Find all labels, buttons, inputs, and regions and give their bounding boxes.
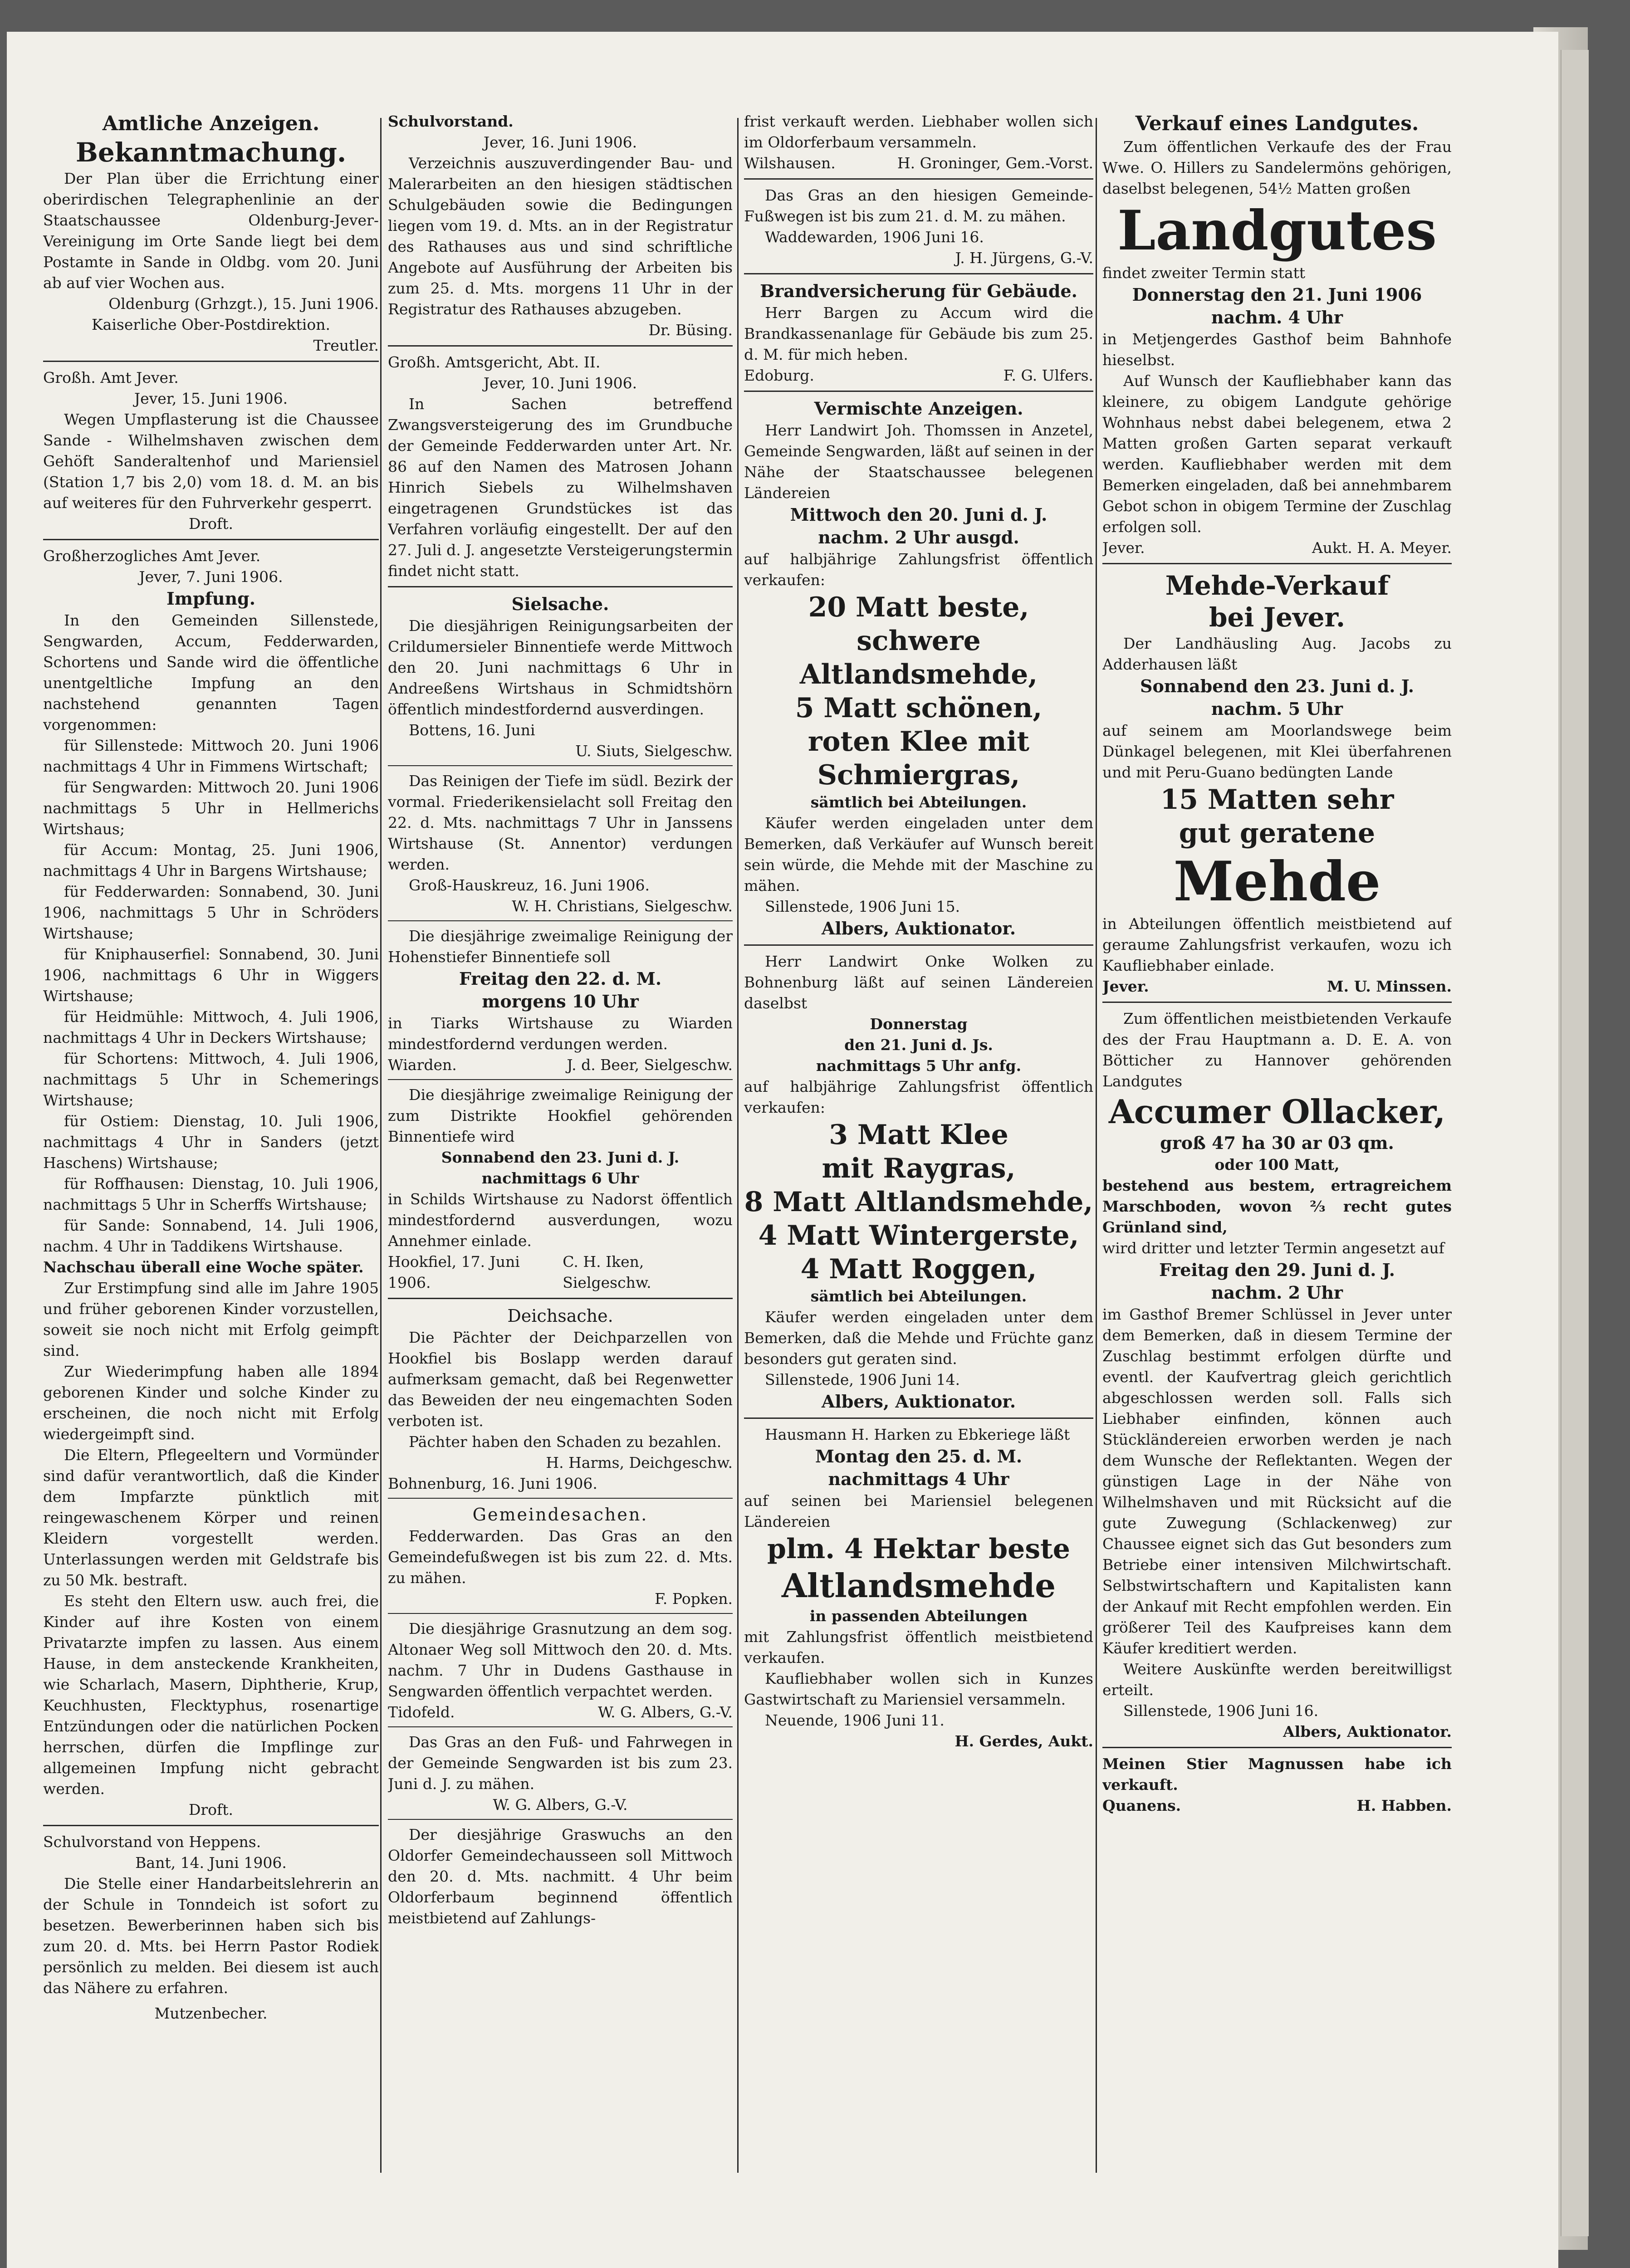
notice-place: Oldenburg (Grhzgt.), 15. Juni 1906. bbox=[108, 295, 379, 313]
notice-text: Herr Landwirt Joh. Thomssen in Anzetel, Gemeinde Sengwarden, läßt auf seinen in der Nähe der Staatschaussee belegenen Ländereien bbox=[744, 421, 1093, 502]
notice-text: Hausmann H. Harken zu Ebkeriege läßt bbox=[765, 1426, 1070, 1443]
notice-date-emphasis: Sonnabend den 23. Juni d. J. bbox=[441, 1149, 680, 1166]
notice-text: Zum öffentlichen meistbietenden Verkaufe des der Frau Hauptmann a. D. E. A. von Bötticher zu Hannover gehörenden Landgutes bbox=[1102, 1010, 1452, 1090]
notice-text: in Schilds Wirtshause zu Nadorst öffentlich mindestfordernd ausverdungen, wozu Annehmer einlade. bbox=[388, 1190, 733, 1250]
notice-text: frist verkauft werden. Liebhaber wollen sich im Oldorferbaum versammeln. bbox=[744, 112, 1093, 151]
notice-text: Zur Wiederimpfung haben alle 1894 geborenen Kinder und solche Kinder zu erscheinen, die noch nicht mit Erfolg wiedergeimpft sind. bbox=[43, 1363, 379, 1443]
column-rule bbox=[380, 118, 382, 2173]
notice-footer bbox=[388, 1702, 733, 1723]
notice-text: Auf Wunsch der Kaufliebhaber kann das kleinere, zu obigem Landgute gehörige Wohnhaus nebst dabei belegenem, etwa 2 Matten großen Garten separat verkauft werden. Kaufliebhaber werden mit dem Bemerken eingeladen, daß bei annehmbarem Gebot schon in obigem Termine der Zuschlag erfolgen soll. bbox=[1102, 372, 1452, 536]
notice-signature: M. U. Minssen. bbox=[1327, 978, 1452, 995]
list-item: für Roffhausen: Dienstag, 10. Juli 1906, nachmittags 5 Uhr in Scherffs Wirtshause; bbox=[43, 1175, 379, 1213]
notice-text: Das Gras an den Fuß- und Fahrwegen in der Gemeinde Sengwarden ist bis zum 23. Juni d. J. zu mähen. bbox=[388, 1733, 733, 1793]
notice-signature: Albers, Auktionator. bbox=[1283, 1723, 1452, 1740]
estate-description: bestehend aus bestem, ertragreichem Marschboden, wovon ⅔ recht gutes Grünland sind, bbox=[1102, 1177, 1452, 1236]
notice-footer bbox=[388, 1251, 733, 1293]
notice-signature: Treutler. bbox=[313, 337, 379, 354]
notice-text: Die diesjährige zweimalige Reinigung der Hohenstiefer Binnentiefe soll bbox=[388, 927, 733, 966]
notice-text: Käufer werden eingeladen unter dem Bemerken, daß die Mehde und Früchte ganz besonders gut geraten sind. bbox=[744, 1308, 1093, 1368]
column-1 bbox=[43, 111, 379, 2216]
notice-time-emphasis: nachm. 2 Uhr ausgd. bbox=[818, 527, 1019, 547]
divider bbox=[388, 1079, 733, 1080]
notice-date: Bant, 14. Juni 1906. bbox=[135, 1854, 287, 1872]
notice-date: Jever, 16. Juni 1906. bbox=[483, 133, 637, 151]
notice-time-emphasis: morgens 10 Uhr bbox=[482, 991, 639, 1012]
lot-line: Mehde bbox=[1173, 850, 1381, 914]
notice-text: auf seinen bei Mariensiel belegenen Ländereien bbox=[744, 1492, 1093, 1530]
notice-office: Großherzogliches Amt Jever. bbox=[43, 547, 261, 565]
notice-date-emphasis: Mittwoch den 20. Juni d. J. bbox=[790, 504, 1048, 525]
list-item: für Sillenstede: Mittwoch 20. Juni 1906 nachmittags 4 Uhr in Fimmens Wirtschaft; bbox=[43, 737, 379, 775]
notice-big-title: Accumer Ollacker, bbox=[1108, 1092, 1446, 1131]
notice-text: Der Plan über die Errichtung einer oberirdischen Telegraphenlinie an der Staatschaussee Oldenburg-Jever-Vereinigung im Orte Sande liegt bei dem Postamte in Sande in Oldbg. vom 20. Juni ab auf vier Wochen aus. bbox=[43, 170, 379, 292]
estate-size: groß 47 ha 30 ar 03 qm. bbox=[1160, 1133, 1394, 1153]
notice-signature: Droft. bbox=[188, 1801, 234, 1818]
notice-date: Jever, 7. Juni 1906. bbox=[139, 568, 283, 586]
divider bbox=[744, 1418, 1093, 1419]
notice-signature: J. d. Beer, Sielgeschw. bbox=[567, 1056, 733, 1074]
divider bbox=[43, 1825, 379, 1826]
notice-date-emphasis: den 21. Juni d. Js. bbox=[844, 1036, 993, 1054]
notice-signature: W. H. Christians, Sielgeschw. bbox=[512, 897, 733, 915]
notice-text: Die Stelle einer Handarbeitslehrerin an der Schule in Tonndeich ist sofort zu besetzen. Bewerberinnen haben sich bis zum 20. d. Mts. bei Herrn Pastor Rodiek persönlich zu melden. Bei diesem ist auch das Nähere zu erfahren. bbox=[43, 1875, 379, 1997]
divider bbox=[388, 1819, 733, 1820]
section-heading: Vermischte Anzeigen. bbox=[814, 398, 1023, 419]
notice-title: Sielsache. bbox=[511, 594, 609, 614]
lot-note: sämtlich bei Abteilungen. bbox=[810, 793, 1027, 811]
lot-line: 5 Matt schönen, bbox=[795, 692, 1043, 724]
notice-date-emphasis: Montag den 25. d. M. bbox=[815, 1446, 1023, 1466]
notice-place: Wilshausen. bbox=[744, 154, 836, 172]
notice-place: Jever. bbox=[1102, 978, 1149, 995]
notice-place: Sillenstede, 1906 Juni 16. bbox=[1123, 1702, 1319, 1720]
notice-place: Hookfiel, 17. Juni 1906. bbox=[388, 1253, 520, 1291]
notice-text: auf halbjährige Zahlungsfrist öffentlich verkaufen: bbox=[744, 550, 1093, 589]
notice-date-emphasis: Donnerstag den 21. Juni 1906 bbox=[1132, 284, 1422, 305]
column-4 bbox=[1102, 111, 1452, 2216]
notice-text: Die diesjährige zweimalige Reinigung der zum Distrikte Hookfiel gehörenden Binnentiefe wird bbox=[388, 1086, 733, 1145]
divider bbox=[744, 391, 1093, 392]
list-item: für Sande: Sonnabend, 14. Juli 1906, nachm. 4 Uhr in Taddikens Wirtshause. bbox=[43, 1217, 379, 1255]
notice-place: Jever. bbox=[1102, 539, 1145, 557]
notice-place: Sillenstede, 1906 Juni 14. bbox=[765, 1371, 960, 1388]
lot-line: Schmiergras, bbox=[817, 759, 1020, 791]
notice-signature: H. Groninger, Gem.-Vorst. bbox=[897, 154, 1093, 172]
notice-place: Bohnenburg, 16. Juni 1906. bbox=[388, 1475, 597, 1492]
lot-line: 4 Matt Roggen, bbox=[800, 1253, 1037, 1285]
notice-place: Neuende, 1906 Juni 11. bbox=[765, 1711, 945, 1729]
notice-title: Gemeindesachen. bbox=[472, 1505, 648, 1525]
notice-title: Verkauf eines Landgutes. bbox=[1135, 112, 1419, 135]
notice-office: Kaiserliche Ober-Postdirektion. bbox=[92, 316, 330, 333]
notice-text: Die Eltern, Pflegeeltern und Vormünder sind dafür verantwortlich, daß die Kinder dem Impfarzte pünktlich mit reingewaschenem Körper und reinen Kleidern vorgestellt werden. Unterlassungen werden mit Geldstrafe bis zu 50 Mk. bestraft. bbox=[43, 1446, 379, 1589]
notice-date: Jever, 15. Juni 1906. bbox=[134, 390, 288, 407]
notice-place: Tidofeld. bbox=[388, 1703, 455, 1721]
notice-title: Bekanntmachung. bbox=[75, 137, 347, 168]
notice-title: Deichsache. bbox=[507, 1306, 613, 1326]
divider bbox=[1102, 1747, 1452, 1748]
notice-date-emphasis: Freitag den 29. Juni d. J. bbox=[1159, 1260, 1395, 1280]
notice-signature: Albers, Auktionator. bbox=[821, 918, 1016, 938]
notice-text: wird dritter und letzter Termin angesetzt auf bbox=[1102, 1239, 1444, 1257]
notice-time-emphasis: nachmittags 5 Uhr anfg. bbox=[816, 1057, 1022, 1075]
notice-date: Jever, 10. Juni 1906. bbox=[483, 374, 637, 392]
notice-text: Der Landhäusling Aug. Jacobs zu Adderhausen läßt bbox=[1102, 635, 1452, 673]
notice-text: Das Reinigen der Tiefe im südl. Bezirk der vormal. Friederikensielacht soll Freitag den 22. d. Mts. nachmittags 7 Uhr in Janssens Wirtshause (St. Annentor) verdungen werden. bbox=[388, 772, 733, 873]
notice-time-emphasis: nachm. 5 Uhr bbox=[1211, 699, 1343, 719]
divider bbox=[388, 1298, 733, 1299]
divider bbox=[388, 586, 733, 587]
list-item: für Sengwarden: Mittwoch 20. Juni 1906 nachmittags 5 Uhr in Hellmerichs Wirtshaus; bbox=[43, 778, 379, 838]
notice-time-emphasis: nachm. 2 Uhr bbox=[1211, 1282, 1343, 1303]
notice-text: Kaufliebhaber wollen sich in Kunzes Gastwirtschaft zu Mariensiel versammeln. bbox=[744, 1670, 1093, 1708]
column-rule bbox=[1096, 118, 1097, 2173]
notice-signature: H. Gerdes, Aukt. bbox=[955, 1732, 1093, 1750]
list-item: für Fedderwarden: Sonnabend, 30. Juni 1906, nachmittags 5 Uhr in Schröders Wirtshause; bbox=[43, 883, 379, 942]
notice-text: im Gasthof Bremer Schlüssel in Jever unter dem Bemerken, daß in diesem Termine der Zuschlag bestimmt erfolgen dürfte und eventl. der Kaufvertrag gleich gerichtlich abgeschlossen werden soll. Falls sich Liebhaber einfinden, können auch Stückländereien erworben werden je nach dem Wunsche der Reflektanten. Wegen der günstigen Lage in der Nähe von Wilhelmshaven und mit Rücksicht auf die gute Zuwegung (Schlackenweg) zur Chaussee eignet sich das Gut besonders zum Betriebe einer intensiven Milchwirtschaft. Selbstwirtschaftern und Kapitalisten kann der Ankauf mit Recht empfohlen werden. Ein größerer Teil des Kaufpreises kann dem Käufer kreditiert werden. bbox=[1102, 1305, 1452, 1657]
notice-text: Herr Bargen zu Accum wird die Brandkassenanlage für Gebäude bis zum 25. d. M. für mich heben. bbox=[744, 304, 1093, 363]
divider bbox=[1102, 563, 1452, 564]
notice-signature: Dr. Büsing. bbox=[648, 321, 733, 339]
lot-line: gut geratene bbox=[1179, 817, 1375, 849]
list-item: für Schortens: Mittwoch, 4. Juli 1906, nachmittags 5 Uhr in Schemerings Wirtshause; bbox=[43, 1050, 379, 1109]
lot-line: 20 Matt beste, bbox=[808, 591, 1029, 623]
notice-text: Wegen Umpflasterung ist die Chaussee Sande - Wilhelmshaven zwischen dem Gehöft Sanderaltenhof und Mariensiel (Station 1,7 bis 2,0) vom 18. d. M. an bis auf weiteres für den Fuhrverkehr gesperrt. bbox=[43, 411, 379, 512]
notice-time-emphasis: nachmittags 4 Uhr bbox=[828, 1469, 1009, 1489]
divider bbox=[388, 920, 733, 921]
notice-signature: Aukt. H. A. Meyer. bbox=[1312, 539, 1452, 557]
notice-place: Sillenstede, 1906 Juni 15. bbox=[765, 898, 960, 915]
notice-office: Schulvorstand von Heppens. bbox=[43, 1833, 261, 1851]
notice-signature: W. G. Albers, G.-V. bbox=[493, 1796, 628, 1813]
list-item: für Ostiem: Dienstag, 10. Juli 1906, nachmittags 4 Uhr in Sanders (jetzt Haschens) Wirtshause; bbox=[43, 1112, 379, 1172]
divider bbox=[388, 1726, 733, 1727]
notice-footer bbox=[1102, 976, 1452, 997]
notice-text: Käufer werden eingeladen unter dem Bemerken, daß Verkäufer auf Wunsch bereit sein würde, die Mehde mit der Maschine zu mähen. bbox=[744, 814, 1093, 894]
notice-text: Fedderwarden. Das Gras an den Gemeindefußwegen ist bis zum 22. d. Mts. zu mähen. bbox=[388, 1527, 733, 1587]
notice-place: Quanens. bbox=[1102, 1797, 1181, 1814]
lot-line: 8 Matt Altlandsmehde, bbox=[744, 1186, 1093, 1218]
lot-note: in passenden Abteilungen bbox=[809, 1607, 1028, 1625]
notice-text: Es steht den Eltern usw. auch frei, die Kinder auf ihre Kosten von einem Privatarzte impfen zu lassen. Aus einem Hause, in dem ansteckende Krankheiten, wie Scharlach, Masern, Diphtherie, Krup, Keuchhusten, Flecktyphus, rosenartige Entzündungen oder die natürlichen Pocken herrschen, dürfen die Impflinge zur allgemeinen Impfung nicht gebracht werden. bbox=[43, 1592, 379, 1798]
divider bbox=[744, 178, 1093, 180]
notice-big-title: Landgutes bbox=[1117, 199, 1437, 263]
notice-time-emphasis: nachm. 4 Uhr bbox=[1211, 307, 1343, 327]
notice-place: Edoburg. bbox=[744, 367, 814, 384]
lot-line: schwere Altlandsmehde, bbox=[799, 625, 1038, 690]
notice-text: Die Pächter der Deichparzellen von Hookfiel bis Boslapp werden darauf aufmerksam gemacht, daß bei Regenwetter das Beweiden der neu eingemachten Soden verboten ist. bbox=[388, 1329, 733, 1430]
divider bbox=[744, 273, 1093, 274]
notice-office: Schulvorstand. bbox=[388, 112, 514, 130]
notice-footer bbox=[388, 1055, 733, 1075]
lot-line: mit Raygras, bbox=[822, 1153, 1016, 1184]
divider bbox=[388, 1498, 733, 1499]
notice-text: Meinen Stier Magnussen habe ich verkauft. bbox=[1102, 1755, 1452, 1794]
newspaper-page bbox=[7, 32, 1558, 2268]
list-item: für Heidmühle: Mittwoch, 4. Juli 1906, nachmittags 4 Uhr in Deckers Wirtshause; bbox=[43, 1008, 379, 1046]
notice-text: Die diesjährigen Reinigungsarbeiten der Crildumersieler Binnentiefe werde Mittwoch den 20. Juni nachmittags 6 Uhr in Andreeßens Wirtshaus in Schmidtshörn öffentlich mindestfordernd ausverdingen. bbox=[388, 617, 733, 718]
notice-text: auf seinem am Moorlandswege beim Dünkagel belegenen, mit Klei überfahrenen und mit Peru-Guano bedüngten Lande bbox=[1102, 722, 1452, 781]
book-block-edge bbox=[1561, 50, 1589, 2236]
notice-signature: W. G. Albers, G.-V. bbox=[598, 1703, 733, 1721]
estate-size: oder 100 Matt, bbox=[1214, 1156, 1340, 1173]
notice-date-emphasis: Donnerstag bbox=[870, 1015, 968, 1033]
notice-text: in Metjengerdes Gasthof beim Bahnhofe hieselbst. bbox=[1102, 330, 1452, 369]
notice-signature: Droft. bbox=[188, 515, 234, 533]
lot-line: 4 Matt Wintergerste, bbox=[758, 1220, 1079, 1251]
column-2 bbox=[388, 111, 733, 2216]
lot-line: Altlandsmehde bbox=[781, 1566, 1056, 1605]
notice-text: in Tiarks Wirtshause zu Wiarden mindestfordernd verdungen werden. bbox=[388, 1014, 733, 1053]
notice-text: Das Gras an den hiesigen Gemeinde-Fußwegen ist bis zum 21. d. M. zu mähen. bbox=[744, 186, 1093, 225]
notice-signature: F. Popken. bbox=[655, 1590, 733, 1608]
section-heading: Amtliche Anzeigen. bbox=[102, 112, 320, 135]
notice-text: in Abteilungen öffentlich meistbietend auf geraume Zahlungsfrist verkaufen, wozu ich Kaufliebhaber einlade. bbox=[1102, 915, 1452, 974]
divider bbox=[388, 345, 733, 347]
notice-signature: J. H. Jürgens, G.-V. bbox=[955, 249, 1093, 267]
notice-date-emphasis: Freitag den 22. d. M. bbox=[459, 968, 662, 989]
notice-place: Groß-Hauskreuz, 16. Juni 1906. bbox=[409, 876, 650, 894]
lot-note: sämtlich bei Abteilungen. bbox=[810, 1287, 1027, 1305]
notice-office: Großh. Amt Jever. bbox=[43, 369, 179, 386]
notice-text: Pächter haben den Schaden zu bezahlen. bbox=[409, 1433, 722, 1451]
notice-signature: H. Habben. bbox=[1356, 1797, 1452, 1814]
notice-date-emphasis: Sonnabend den 23. Juni d. J. bbox=[1140, 676, 1414, 696]
notice-place: Waddewarden, 1906 Juni 16. bbox=[765, 228, 984, 246]
column-rule bbox=[737, 118, 739, 2173]
notice-text: Verzeichnis auszuverdingender Bau- und Malerarbeiten an den hiesigen städtischen Schulgebäuden sowie die Bedingungen liegen vom 19. d. Mts. an in der Registratur des Rathauses aus und sind schriftliche Angebote auf Ausführung der Arbeiten bis zum 25. d. Mts. morgens 11 Uhr in der Registratur des Rathauses abzugeben. bbox=[388, 154, 733, 318]
notice-text: Der diesjährige Graswuchs an den Oldorfer Gemeindechausseen soll Mittwoch den 20. d. Mts. nachmitt. 4 Uhr beim Oldorferbaum beginnend öffentlich meistbietend auf Zahlungs- bbox=[388, 1826, 733, 1927]
notice-footer bbox=[1102, 1795, 1452, 1816]
list-item: für Kniphauserfiel: Sonnabend, 30. Juni 1906, nachmittags 6 Uhr in Wiggers Wirtshause; bbox=[43, 945, 379, 1005]
notice-signature: Albers, Auktionator. bbox=[821, 1391, 1016, 1412]
notice-signature: H. Harms, Deichgeschw. bbox=[546, 1454, 733, 1471]
notice-title: Impfung. bbox=[166, 588, 255, 609]
notice-signature: F. G. Ulfers. bbox=[1003, 367, 1093, 384]
notice-emphasis: Nachschau überall eine Woche später. bbox=[43, 1258, 364, 1276]
notice-title: Brandversicherung für Gebäude. bbox=[760, 281, 1077, 301]
divider bbox=[744, 944, 1093, 946]
divider bbox=[388, 765, 733, 766]
notice-footer bbox=[744, 365, 1093, 386]
notice-text: In den Gemeinden Sillenstede, Sengwarden, Accum, Fedderwarden, Schortens und Sande wird die öffentliche unentgeltliche Impfung an den nachstehend genannten Tagen vorgenommen: bbox=[43, 611, 379, 733]
column-3 bbox=[744, 111, 1093, 2216]
notice-text: mit Zahlungsfrist öffentlich meistbietend verkaufen. bbox=[744, 1628, 1093, 1667]
notice-text: Zum öffentlichen Verkaufe des der Frau Wwe. O. Hillers zu Sandelermöns gehörigen, daselbst belegenen, 54½ Matten großen bbox=[1102, 138, 1452, 197]
lot-line: roten Klee mit bbox=[808, 726, 1030, 758]
notice-text: Weitere Auskünfte werden bereitwilligst erteilt. bbox=[1102, 1660, 1452, 1699]
notice-text: In Sachen betreffend Zwangsversteigerung des im Grundbuche der Gemeinde Fedderwarden unter Art. Nr. 86 auf den Namen des Matrosen Johann Hinrich Siebels zu Wilhelmshaven eingetragenen Grundstückes ist das Verfahren vorläufig eingestellt. Der auf den 27. Juli d. J. angesetzte Versteigerungstermin findet nicht statt. bbox=[388, 395, 733, 580]
notice-text: Zur Erstimpfung sind alle im Jahre 1905 und früher geborenen Kinder vorzustellen, soweit sie noch nicht mit Erfolg geimpft sind. bbox=[43, 1279, 379, 1359]
notice-signature: U. Siuts, Sielgeschw. bbox=[575, 742, 733, 760]
notice-place: Wiarden. bbox=[388, 1056, 457, 1074]
list-item: für Accum: Montag, 25. Juni 1906, nachmittags 4 Uhr in Bargens Wirtshause; bbox=[43, 841, 379, 880]
notice-text: Die diesjährige Grasnutzung an dem sog. Altonaer Weg soll Mittwoch den 20. d. Mts. nachm. 7 Uhr in Dudens Gasthause in Sengwarden öffentlich verpachtet werden. bbox=[388, 1620, 733, 1700]
notice-footer bbox=[744, 153, 1093, 174]
notice-title: Mehde-Verkauf bbox=[1165, 570, 1389, 601]
notice-text: findet zweiter Termin statt bbox=[1102, 264, 1306, 282]
notice-footer bbox=[1102, 538, 1452, 558]
divider bbox=[1102, 1002, 1452, 1003]
notice-signature: Mutzenbecher. bbox=[154, 2004, 268, 2022]
divider bbox=[43, 361, 379, 362]
lot-line: plm. 4 Hektar beste bbox=[767, 1533, 1070, 1565]
notice-text: Herr Landwirt Onke Wolken zu Bohnenburg läßt auf seinen Ländereien daselbst bbox=[744, 953, 1093, 1012]
divider bbox=[43, 539, 379, 540]
notice-text: auf halbjährige Zahlungsfrist öffentlich verkaufen: bbox=[744, 1078, 1093, 1116]
notice-signature: C. H. Iken, Sielgeschw. bbox=[563, 1253, 651, 1291]
notice-time-emphasis: nachmittags 6 Uhr bbox=[481, 1169, 639, 1187]
notice-title: bei Jever. bbox=[1209, 602, 1346, 633]
notice-place: Bottens, 16. Juni bbox=[409, 721, 535, 739]
divider bbox=[388, 1613, 733, 1614]
lot-line: 15 Matten sehr bbox=[1160, 784, 1394, 816]
lot-line: 3 Matt Klee bbox=[829, 1119, 1008, 1151]
notice-office: Großh. Amtsgericht, Abt. II. bbox=[388, 353, 601, 371]
